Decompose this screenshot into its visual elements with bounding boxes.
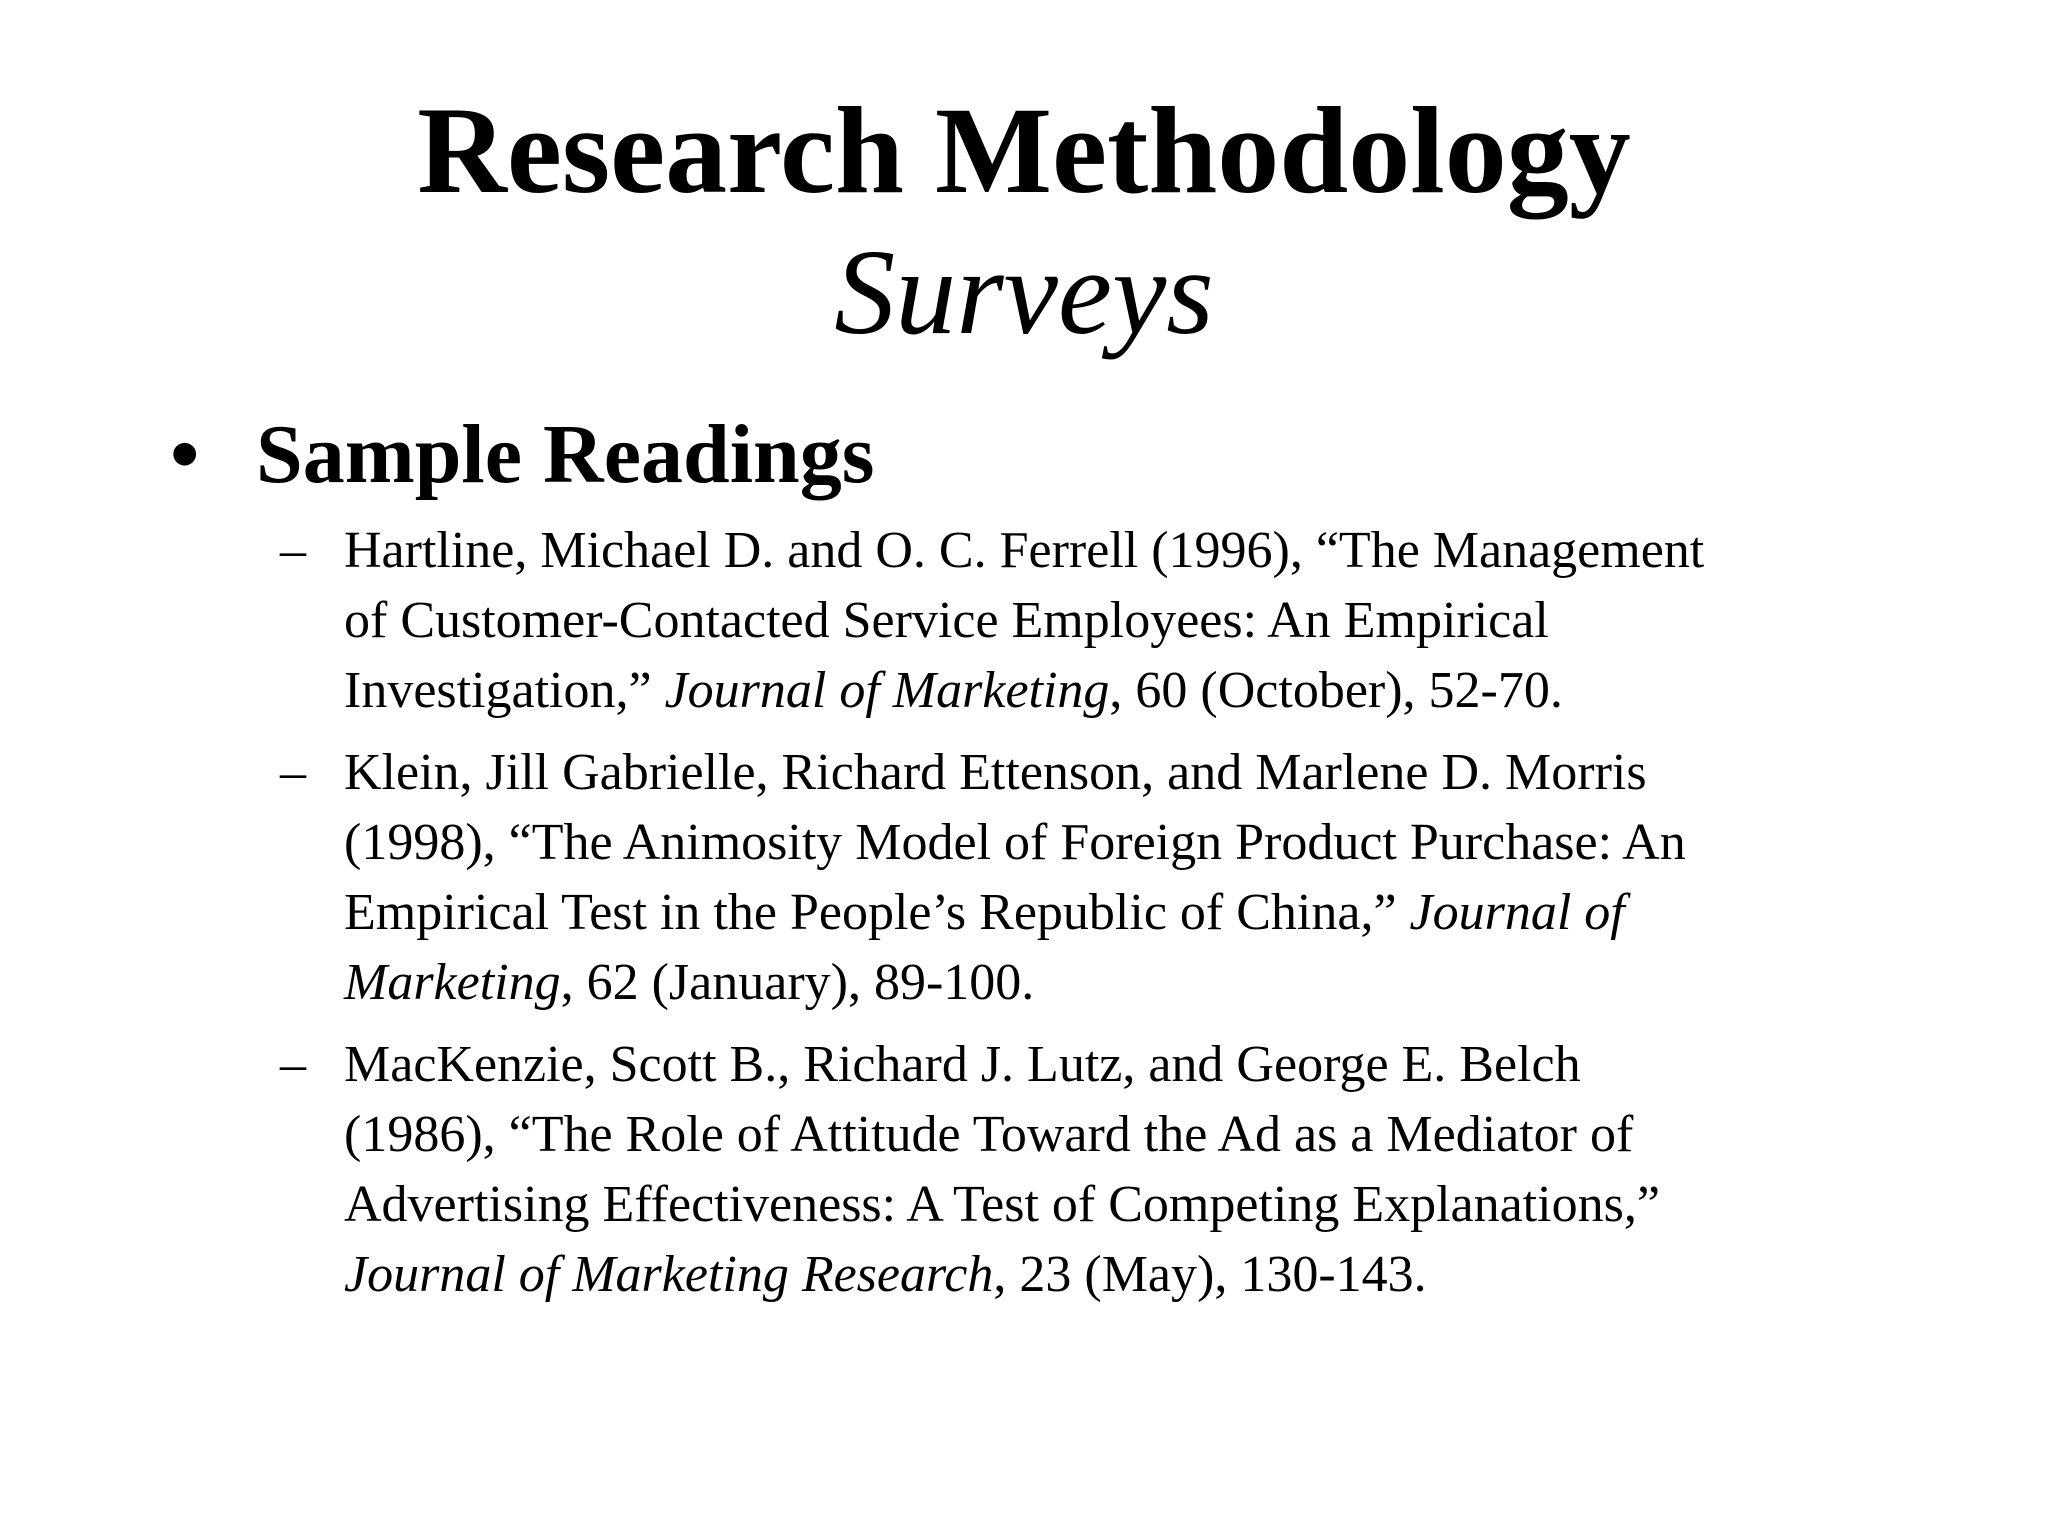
reference-text: Investigation,” (344, 662, 665, 719)
reference-line (344, 878, 1920, 948)
reference-line (344, 948, 1920, 1018)
reference-text: Advertising Effectiveness: A Test of Competing Explanations,” (344, 1176, 1660, 1233)
reference-item (280, 1030, 1920, 1310)
reference-line (344, 1170, 1920, 1240)
dash-marker: – (280, 744, 306, 801)
reference-line (344, 808, 1920, 878)
journal-title: Journal of Marketing Research (344, 1246, 994, 1303)
reference-text: of Customer-Contacted Service Employees: An Empirical (344, 592, 1549, 649)
journal-title: Journal of (1409, 884, 1625, 941)
dash-marker: – (280, 522, 306, 579)
reference-text: (1986), “The Role of Attitude Toward the Ad as a Mediator of (344, 1106, 1634, 1163)
reference-text: (1998), “The Animosity Model of Foreign Product Purchase: An (344, 814, 1686, 871)
journal-title: Journal of Marketing (664, 662, 1110, 719)
reference-item (280, 738, 1920, 1018)
bullet-marker: • (170, 408, 200, 501)
reference-text: , 23 (May), 130-143. (993, 1246, 1427, 1303)
reference-text: Klein, Jill Gabrielle, Richard Ettenson, and Marlene D. Morris (344, 744, 1647, 801)
reference-text: Hartline, Michael D. and O. C. Ferrell (1996), “The Management (344, 522, 1705, 579)
reference-text: MacKenzie, Scott B., Richard J. Lutz, and George E. Belch (344, 1036, 1581, 1093)
reference-line (344, 516, 1920, 586)
reference-text: , 60 (October), 52-70. (1109, 662, 1563, 719)
reference-text: , 62 (January), 89-100. (560, 954, 1035, 1011)
reference-line (344, 586, 1920, 656)
reference-line (344, 1030, 1920, 1100)
section-heading: Sample Readings (256, 408, 875, 501)
slide-subtitle: Surveys (834, 225, 1214, 360)
reference-line (344, 738, 1920, 808)
journal-title: Marketing (344, 954, 561, 1011)
reference-list (280, 516, 1920, 1322)
reference-line (344, 1100, 1920, 1170)
slide-title: Research Methodology (417, 82, 1631, 219)
bullet-sample-readings (170, 400, 874, 510)
reference-item (280, 516, 1920, 726)
dash-marker: – (280, 1036, 306, 1093)
reference-line (344, 1240, 1920, 1310)
title-block (0, 80, 2048, 364)
reference-line (344, 656, 1920, 726)
reference-text: Empirical Test in the People’s Republic of China,” (344, 884, 1410, 941)
